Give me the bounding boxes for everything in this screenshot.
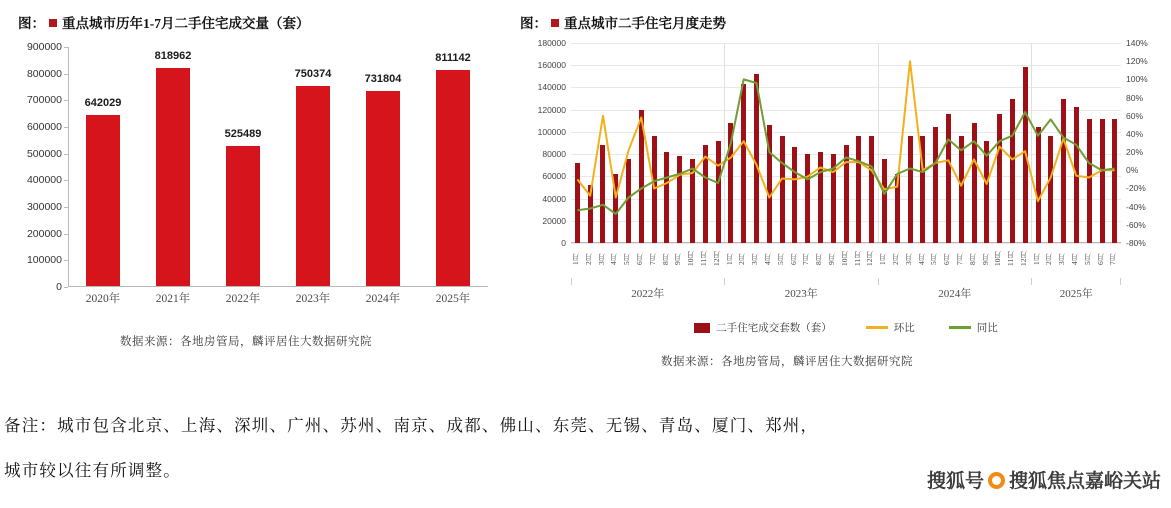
- left-chart-panel: [0, 0, 510, 380]
- legend-label: 同比: [976, 323, 998, 334]
- legend-item: [866, 320, 915, 335]
- right-left-tick-label: 0: [561, 238, 566, 248]
- right-year-label: 2025年: [1031, 278, 1121, 301]
- left-y-tick-label: 700000: [26, 94, 62, 107]
- right-right-tick-label: 40%: [1126, 128, 1144, 139]
- right-x-tick-label: 1月: [1031, 253, 1041, 265]
- left-bar-value-label: 525489: [224, 127, 262, 140]
- right-chart-title-text: 重点城市二手住宅月度走势: [564, 16, 726, 31]
- right-right-tick-label: -40%: [1126, 201, 1146, 212]
- legend-item: [694, 320, 832, 335]
- right-x-tick-label: 9月: [980, 253, 990, 265]
- right-left-tick-label: 160000: [537, 60, 566, 71]
- left-bar: [226, 146, 260, 286]
- right-x-tick-label: 5月: [622, 253, 632, 265]
- right-right-tick-label: 0%: [1126, 165, 1139, 176]
- left-x-tick-label: 2023年: [295, 293, 331, 305]
- right-x-tick-label: 10月: [839, 251, 849, 267]
- right-year-label: 2024年: [878, 278, 1031, 301]
- left-plot-area: [26, 41, 488, 293]
- right-line-yoy: [577, 79, 1114, 214]
- left-y-tick-label: 300000: [26, 201, 62, 213]
- title-prefix: 图：: [18, 16, 45, 31]
- footnote-line-2: 城市较以往有所调整。: [4, 461, 181, 480]
- legend-label: 二手住宅成交套数（套）: [716, 323, 832, 334]
- right-x-tick-label: 8月: [660, 253, 670, 265]
- right-x-tick-label: 1月: [724, 253, 734, 265]
- right-left-tick-label: 140000: [537, 82, 566, 93]
- left-y-tick-label: 0: [56, 281, 62, 293]
- watermark: [927, 466, 1161, 493]
- legend-bar-swatch: [694, 323, 710, 333]
- right-x-tick-label: 6月: [634, 253, 644, 265]
- right-right-tick-label: 60%: [1126, 110, 1144, 121]
- right-x-tick-label: 12月: [865, 251, 875, 267]
- right-x-tick-label: 11月: [698, 251, 708, 267]
- left-y-tick-label: 200000: [26, 227, 62, 240]
- right-line-series: [571, 43, 1121, 243]
- right-x-tick-label: 10月: [993, 251, 1003, 267]
- left-chart-title: [18, 12, 310, 32]
- left-source-note: 数据来源：各地房管局，麟评居住大数据研究院: [120, 336, 372, 348]
- right-x-tick-label: 3月: [903, 253, 913, 265]
- legend-line-swatch: [866, 326, 888, 329]
- left-y-tick-label: 800000: [26, 67, 62, 80]
- right-x-tick-label: 2月: [737, 253, 747, 265]
- left-y-tick-label: 100000: [26, 254, 62, 267]
- right-x-tick-label: 11月: [1006, 251, 1016, 267]
- right-x-tick-label: 5月: [929, 253, 939, 265]
- left-y-tick-mark: [64, 287, 68, 288]
- right-chart-title: [520, 12, 726, 32]
- right-x-tick-label: 6月: [942, 253, 952, 265]
- right-x-tick-label: 7月: [954, 253, 964, 265]
- right-x-tick-label: 10月: [686, 251, 696, 267]
- left-bar-group: [418, 47, 488, 286]
- right-left-tick-label: 120000: [537, 104, 566, 115]
- legend-item: [949, 320, 998, 335]
- right-source-note: 数据来源：各地房管局，麟评居住大数据研究院: [661, 356, 913, 368]
- left-bar-value-label: 811142: [435, 51, 471, 64]
- right-left-tick-label: 180000: [537, 38, 566, 48]
- left-bar-series: [68, 47, 488, 286]
- right-year-label: 2022年: [571, 278, 724, 301]
- left-y-tick-label: 900000: [26, 41, 62, 53]
- left-x-axis-labels: [68, 290, 488, 306]
- right-x-tick-label: 9月: [673, 253, 683, 265]
- square-marker-icon: [49, 19, 57, 27]
- title-prefix: 图：: [520, 16, 547, 31]
- left-bar: [296, 86, 330, 286]
- watermark-prefix: 搜狐号: [926, 471, 984, 492]
- right-right-tick-label: 120%: [1126, 56, 1148, 67]
- right-x-tick-label: 12月: [1018, 251, 1028, 267]
- right-x-tick-label: 7月: [647, 253, 657, 265]
- right-x-tick-label: 4月: [609, 253, 619, 265]
- square-marker-icon: [551, 19, 559, 27]
- left-bar-value-label: 818962: [154, 49, 192, 62]
- right-x-tick-label: 5月: [1082, 253, 1092, 265]
- footnote-line-1: 备注：城市包含北京、上海、深圳、广州、苏州、南京、成都、佛山、东莞、无锡、青岛、厦门、郑州，: [4, 416, 819, 435]
- right-plot-area: [537, 38, 1148, 248]
- right-x-tick-label: 4月: [762, 253, 772, 265]
- right-x-tick-label: 8月: [814, 253, 824, 265]
- right-x-tick-label: 9月: [826, 253, 836, 265]
- right-left-tick-label: 20000: [542, 215, 566, 226]
- right-x-tick-label: 6月: [1095, 253, 1105, 265]
- left-x-tick-label: 2024年: [365, 293, 401, 305]
- right-chart-panel: [515, 0, 1171, 380]
- left-bar-group: [208, 47, 278, 286]
- right-x-tick-label: 1月: [571, 253, 580, 265]
- left-x-tick-label: 2020年: [85, 293, 121, 305]
- right-x-tick-label: 1月: [878, 253, 888, 265]
- right-x-tick-label: 3月: [1057, 253, 1067, 265]
- left-y-tick-label: 400000: [26, 174, 62, 187]
- left-bar: [86, 115, 120, 286]
- watermark-text: 搜狐焦点嘉峪关站: [1008, 471, 1161, 492]
- sohu-logo-icon: [988, 472, 1005, 489]
- legend-line-swatch: [949, 326, 971, 329]
- right-right-tick-label: 100%: [1126, 74, 1148, 85]
- left-bar-value-label: 642029: [84, 96, 122, 109]
- left-bar-group: [278, 47, 348, 286]
- left-y-tick-label: 600000: [26, 121, 62, 133]
- left-x-tick-label: 2021年: [155, 293, 191, 305]
- left-bar-value-label: 750374: [294, 67, 332, 80]
- right-x-tick-label: 7月: [1108, 253, 1118, 265]
- right-right-tick-label: 20%: [1126, 147, 1144, 158]
- right-left-tick-label: 100000: [537, 126, 566, 137]
- right-x-tick-label: 11月: [852, 251, 862, 267]
- right-x-tick-label: 2月: [583, 253, 593, 265]
- right-gridline: [571, 243, 1121, 244]
- right-x-tick-label: 5月: [775, 253, 785, 265]
- right-right-tick-label: -60%: [1126, 219, 1146, 230]
- right-x-tick-label: 6月: [788, 253, 798, 265]
- right-right-tick-label: -20%: [1126, 183, 1146, 194]
- right-x-axis-labels: [571, 246, 1121, 272]
- right-right-tick-label: 80%: [1126, 92, 1144, 103]
- left-y-tick-label: 500000: [26, 147, 62, 160]
- right-x-tick-label: 3月: [596, 253, 606, 265]
- left-x-tick-label: 2022年: [225, 293, 261, 305]
- left-bar: [436, 70, 470, 286]
- left-chart-title-text: 重点城市历年1-7月二手住宅成交量（套）: [62, 16, 310, 31]
- right-x-tick-label: 3月: [750, 253, 760, 265]
- right-year-label: 2023年: [724, 278, 877, 301]
- right-x-tick-label: 12月: [711, 251, 721, 267]
- right-x-tick-label: 2月: [1044, 253, 1054, 265]
- right-legend: [571, 320, 1121, 335]
- legend-label: 环比: [893, 323, 915, 334]
- right-left-tick-label: 60000: [542, 171, 566, 182]
- right-left-tick-label: 40000: [542, 193, 566, 204]
- left-bar-value-label: 731804: [364, 72, 402, 85]
- left-bar-group: [138, 47, 208, 286]
- left-bar: [366, 91, 400, 286]
- right-x-tick-label: 4月: [1070, 253, 1080, 265]
- right-left-tick-label: 80000: [542, 149, 566, 160]
- right-x-tick-label: 2月: [890, 253, 900, 265]
- left-bar: [156, 68, 190, 286]
- left-bar-group: [68, 47, 138, 286]
- right-x-tick-label: 4月: [916, 253, 926, 265]
- right-x-tick-label: 8月: [967, 253, 977, 265]
- left-x-axis-line: [68, 286, 488, 287]
- left-bar-group: [348, 47, 418, 286]
- left-x-tick-label: 2025年: [435, 293, 471, 305]
- right-right-tick-label: -80%: [1126, 238, 1146, 248]
- right-right-tick-label: 140%: [1126, 38, 1148, 48]
- right-year-group-labels: [571, 278, 1121, 301]
- right-x-tick-label: 7月: [801, 253, 811, 265]
